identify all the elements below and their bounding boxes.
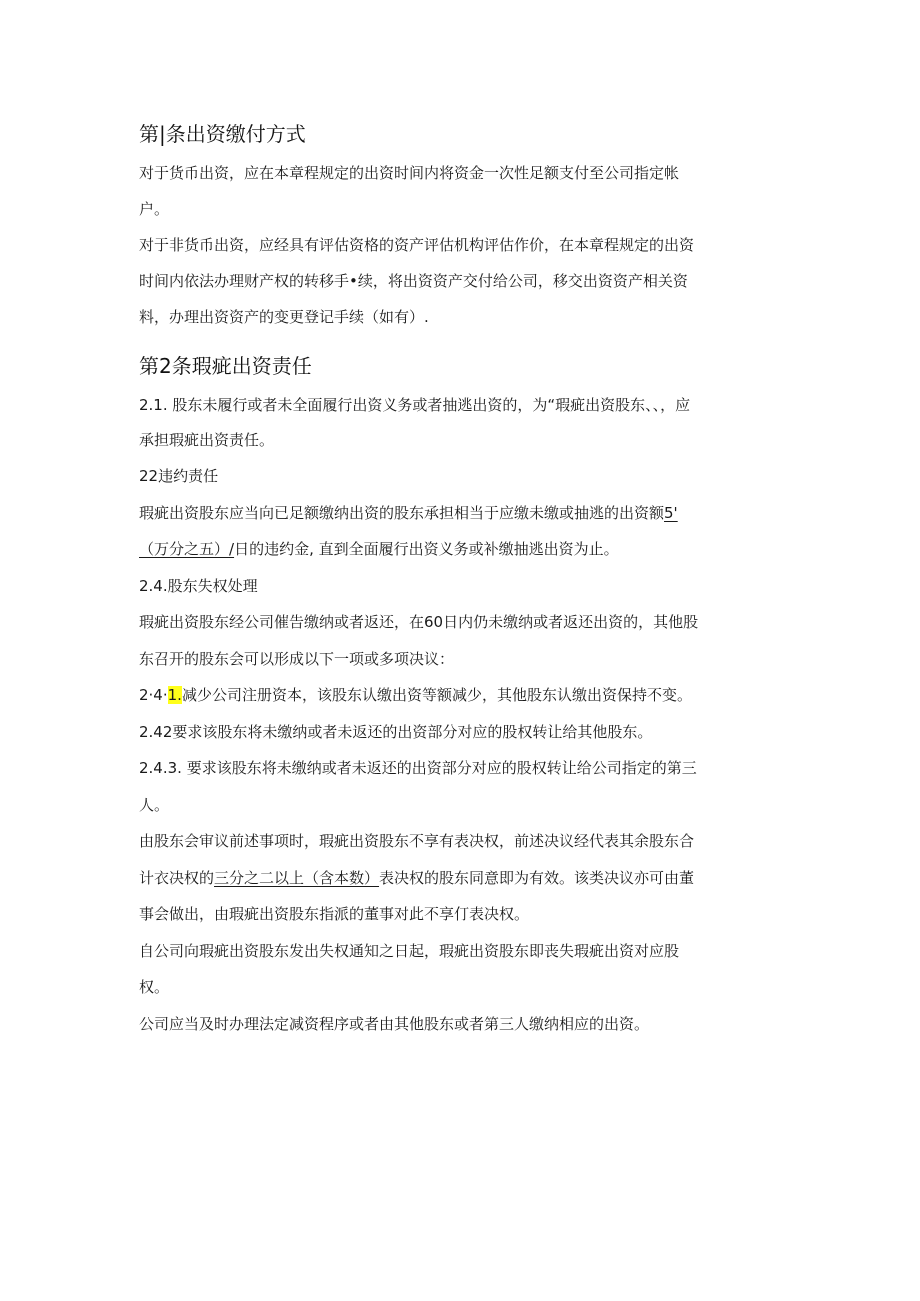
clause-2-4-1-text: 减少公司注册资本，该股东认缴出资等额减少，其他股东认缴出资保持不变。 (181, 686, 692, 704)
voting-line-2-end: 表决权的股东同意即为有效。该类决议亦可由董 (379, 869, 695, 887)
article-1-heading: 第|条出资缴付方式 (139, 122, 306, 146)
voting-paragraph-line-2 (139, 867, 694, 888)
clause-2-2-line-2 (139, 538, 619, 559)
article-1-paragraph-2-line-1: 对于非货币出资，应经具有评估资格的资产评估机构评估作价，在本章程规定的出资 (139, 236, 695, 254)
forfeiture-paragraph-line-2: 权。 (139, 978, 170, 996)
clause-2-4-line-1: 瑕疵出资股东经公司催告缴纳或者返还，在60日内仍未缴纳或者返还出资的，其他股 (139, 613, 699, 631)
clause-2-4-3-line-1: 2.4.3. 要求该股东将未缴纳或者未返还的出资部分对应的股权转让给公司指定的第三 (139, 759, 697, 777)
clause-2-4-line-2: 东召开的股东会可以形成以下一项或多项决议： (139, 650, 455, 668)
clause-2-2-line-2-text: 日的违约金, 直到全面履行出资义务或补缴抽逃出资为止。 (234, 540, 619, 558)
article-1-paragraph-2-line-3: 料，办理出资资产的变更登记手续（如有）. (139, 308, 429, 326)
article-2-heading: 第2条瑕疵出资责任 (139, 354, 312, 378)
clause-2-4-1-number-highlight: 1. (167, 686, 182, 704)
article-1-paragraph-1-line-2: 户。 (139, 200, 170, 218)
voting-line-2-start: 计衣决权的 (139, 869, 215, 887)
penalty-rate-note: （万分之五）/ (139, 540, 235, 558)
clause-2-4-3-line-2: 人。 (139, 796, 170, 814)
clause-2-2-line-1 (139, 502, 678, 523)
clause-2-1-line-1: 2.1. 股东未履行或者未全面履行出资义务或者抽逃出资的，为“瑕疵出资股东、、，应 (139, 396, 691, 414)
penalty-rate-value: 5' (664, 504, 678, 522)
clause-2-4-title: 2.4.股东失权处理 (139, 577, 258, 595)
voting-paragraph-line-1: 由股东会审议前述事项时，瑕疵出资股东不享有表决权，前述决议经代表其余股东合 (139, 832, 695, 850)
voting-paragraph-line-3: 事会做出，由瑕疵出资股东指派的董事对此不享仃表决权。 (139, 905, 530, 923)
clause-2-4-1 (139, 684, 692, 705)
article-1-paragraph-2-line-2: 时间内依法办理财产权的转移手•续，将出资资产交付给公司，移交出资资产相关资 (139, 272, 688, 290)
clause-2-4-2: 2.42要求该股东将未缴纳或者未返还的出资部分对应的股权转让给其他股东。 (139, 723, 653, 741)
forfeiture-paragraph-line-1: 自公司向瑕疵出资股东发出失权通知之日起，瑕疵出资股东即丧失瑕疵出资对应股 (139, 942, 680, 960)
clause-2-1-line-2: 承担瑕疵出资责任。 (139, 431, 275, 449)
clause-2-2-line-1-text: 瑕疵出资股东应当向已足额缴纳出资的股东承担相当于应缴未缴或抽逃的出资额 (139, 504, 665, 522)
article-1-paragraph-1-line-1: 对于货币出资，应在本章程规定的出资时间内将资金一次性足额支付至公司指定帐 (139, 164, 680, 182)
voting-threshold: 三分之二以上（含本数） (214, 869, 380, 887)
clause-2-4-1-number: 2·4· (139, 686, 168, 704)
final-paragraph: 公司应当及时办理法定减资程序或者由其他股东或者第三人缴纳相应的出资。 (139, 1015, 650, 1033)
clause-2-2-title: 22违约责任 (139, 467, 219, 485)
